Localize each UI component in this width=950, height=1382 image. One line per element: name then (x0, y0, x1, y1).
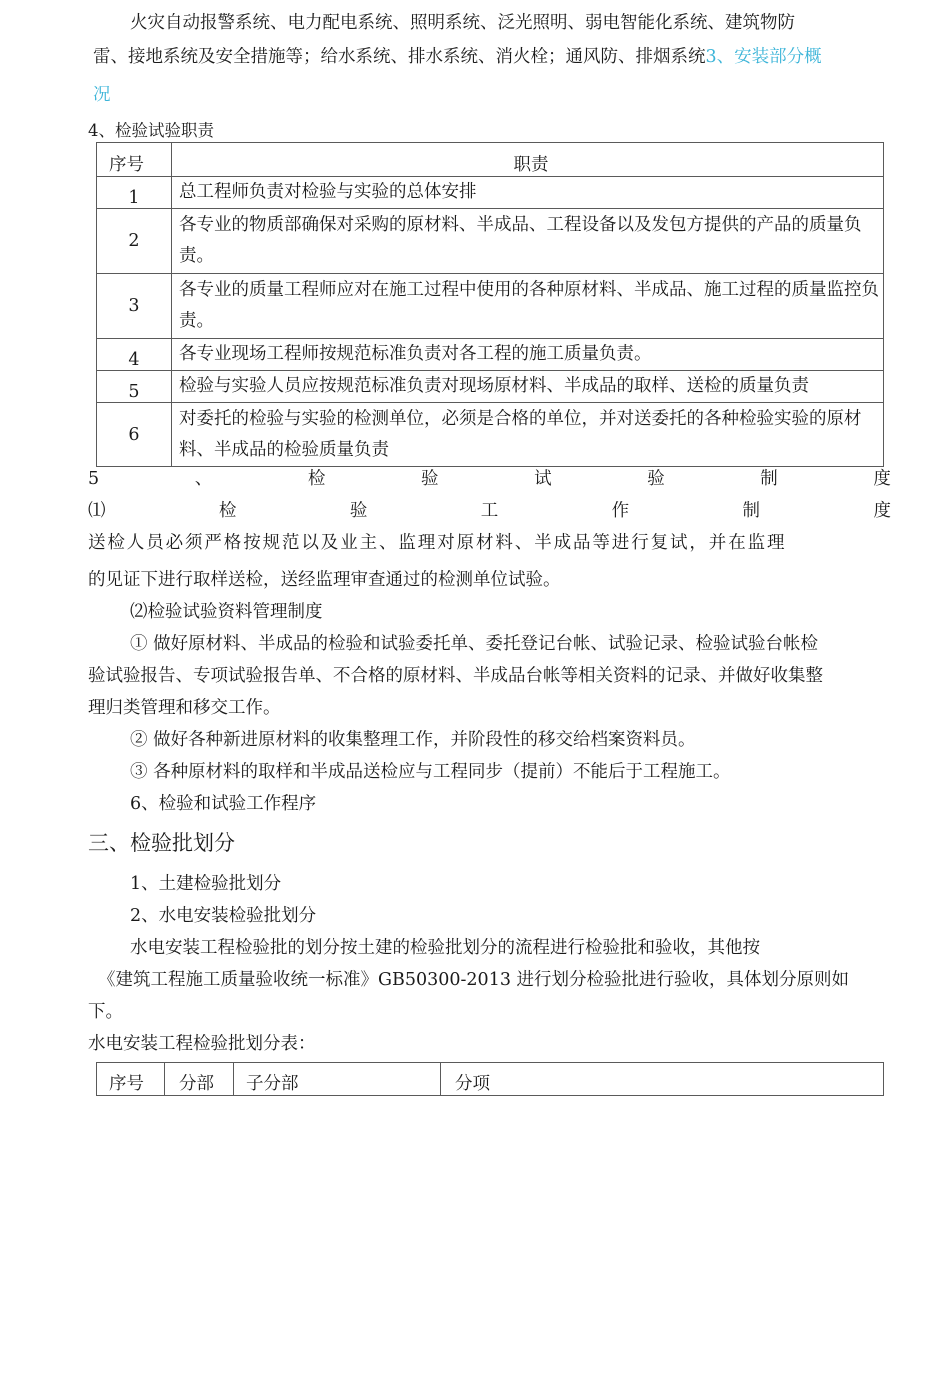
duty-row (97, 209, 884, 274)
intro-line-3: 况 (93, 85, 111, 105)
title-char: 工 (480, 501, 499, 521)
records-item-1-line-1: ① 做好原材料、半成品的检验和试验委托单、委托登记台帐、试验记录、检验试验台帐检 (130, 634, 819, 654)
duty-row-text: 总工程师负责对检验与实验的总体安排 (172, 177, 884, 209)
sub-2-title: ⑵检验试验资料管理制度 (130, 602, 323, 622)
title-char: 检 (307, 469, 326, 489)
part-3-heading: 三、检验批划分 (88, 831, 235, 855)
inspection-table-header (97, 1063, 884, 1096)
section-5-sub-1-title (88, 503, 891, 521)
part-3-paragraph-line-3: 下。 (88, 1002, 123, 1022)
title-char: 验 (420, 469, 439, 489)
title-char: 度 (873, 469, 891, 489)
duty-row (97, 403, 884, 467)
duty-table-header (97, 143, 884, 177)
duty-row (97, 274, 884, 339)
title-char: 制 (742, 501, 761, 521)
header-item: 分项 (441, 1063, 884, 1096)
intro-line-2-text: 雷、接地系统及安全措施等；给水系统、排水系统、消火栓；通风防、排烟系统 (93, 47, 706, 67)
inspection-table (96, 1062, 884, 1096)
part-3-paragraph-line-1: 水电安装工程检验批的划分按土建的检验批划分的流程进行检验批和验收，其他按 (130, 938, 760, 958)
header-division: 分部 (165, 1063, 234, 1096)
duty-row-text: 各专业现场工程师按规范标准负责对各工程的施工质量负责。 (172, 339, 884, 371)
duty-row-text: 对委托的检验与实验的检测单位，必须是合格的单位，并对送委托的各种检验实验的原材料、半成品的检验质量负责 (172, 403, 884, 467)
part-3-item-1: 1、土建检验批划分 (130, 874, 282, 894)
duty-row-num: 6 (97, 403, 172, 467)
duty-table (96, 142, 884, 467)
records-item-2: ② 做好各种新进原材料的收集整理工作，并阶段性的移交给档案资料员。 (130, 730, 696, 750)
intro-line-1: 火灾自动报警系统、电力配电系统、照明系统、泛光照明、弱电智能化系统、建筑物防 (130, 13, 795, 33)
duty-header-duty: 职责 (172, 143, 884, 177)
duty-row-text: 检验与实验人员应按规范标准负责对现场原材料、半成品的取样、送检的质量负责 (172, 371, 884, 403)
duty-row (97, 371, 884, 403)
title-char: ⑴ (88, 501, 106, 521)
title-char: 制 (760, 469, 778, 489)
duty-row-num: 2 (97, 209, 172, 274)
duty-row-num: 1 (97, 177, 172, 209)
duty-header-num: 序号 (97, 143, 172, 177)
title-char: 试 (534, 469, 552, 489)
sub-1-paragraph-line-2: 的见证下进行取样送检，送经监理审查通过的检测单位试验。 (88, 570, 561, 590)
title-char: 度 (873, 501, 891, 521)
duty-row-text: 各专业的物质部确保对采购的原材料、半成品、工程设备以及发包方提供的产品的质量负责。 (172, 209, 884, 274)
duty-row-num: 3 (97, 274, 172, 339)
part-3-item-2: 2、水电安装检验批划分 (130, 906, 317, 926)
sub-1-paragraph-line-1: 送检人员必须严格按规范以及业主、监理对原材料、半成品等进行复试，并在监理 (88, 533, 787, 553)
duty-row-num: 5 (97, 371, 172, 403)
section-4-title: 4、检验试验职责 (88, 121, 214, 140)
duty-row-text: 各专业的质量工程师应对在施工过程中使用的各种原材料、半成品、施工过程的质量监控负责。 (172, 274, 884, 339)
title-char: 验 (349, 501, 368, 521)
header-num: 序号 (97, 1063, 165, 1096)
inspection-table-title: 水电安装工程检验批划分表： (88, 1034, 316, 1054)
records-item-3: ③ 各种原材料的取样和半成品送检应与工程同步（提前）不能后于工程施工。 (130, 762, 731, 782)
header-subdivision: 子分部 (234, 1063, 441, 1096)
records-item-1-line-3: 理归类管理和移交工作。 (88, 698, 281, 718)
title-char: 验 (647, 469, 665, 489)
duty-row (97, 339, 884, 371)
section-5-title (88, 471, 891, 489)
title-char: 作 (611, 501, 630, 521)
duty-row (97, 177, 884, 209)
title-char: 检 (218, 501, 237, 521)
part-3-paragraph-line-2: 《建筑工程施工质量验收统一标准》GB50300-2013 进行划分检验批进行验收，具体划分原则如 (98, 970, 850, 990)
duty-row-num: 4 (97, 339, 172, 371)
section-6-title: 6、检验和试验工作程序 (130, 794, 317, 814)
title-char: 5 (88, 469, 100, 489)
records-item-1-line-2: 验试验报告、专项试验报告单、不合格的原材料、半成品台帐等相关资料的记录、并做好收集整 (88, 666, 823, 686)
intro-line-2 (93, 49, 822, 67)
title-char: 、 (194, 469, 213, 489)
intro-section-3-link[interactable]: 3、安装部分概 (705, 47, 822, 67)
